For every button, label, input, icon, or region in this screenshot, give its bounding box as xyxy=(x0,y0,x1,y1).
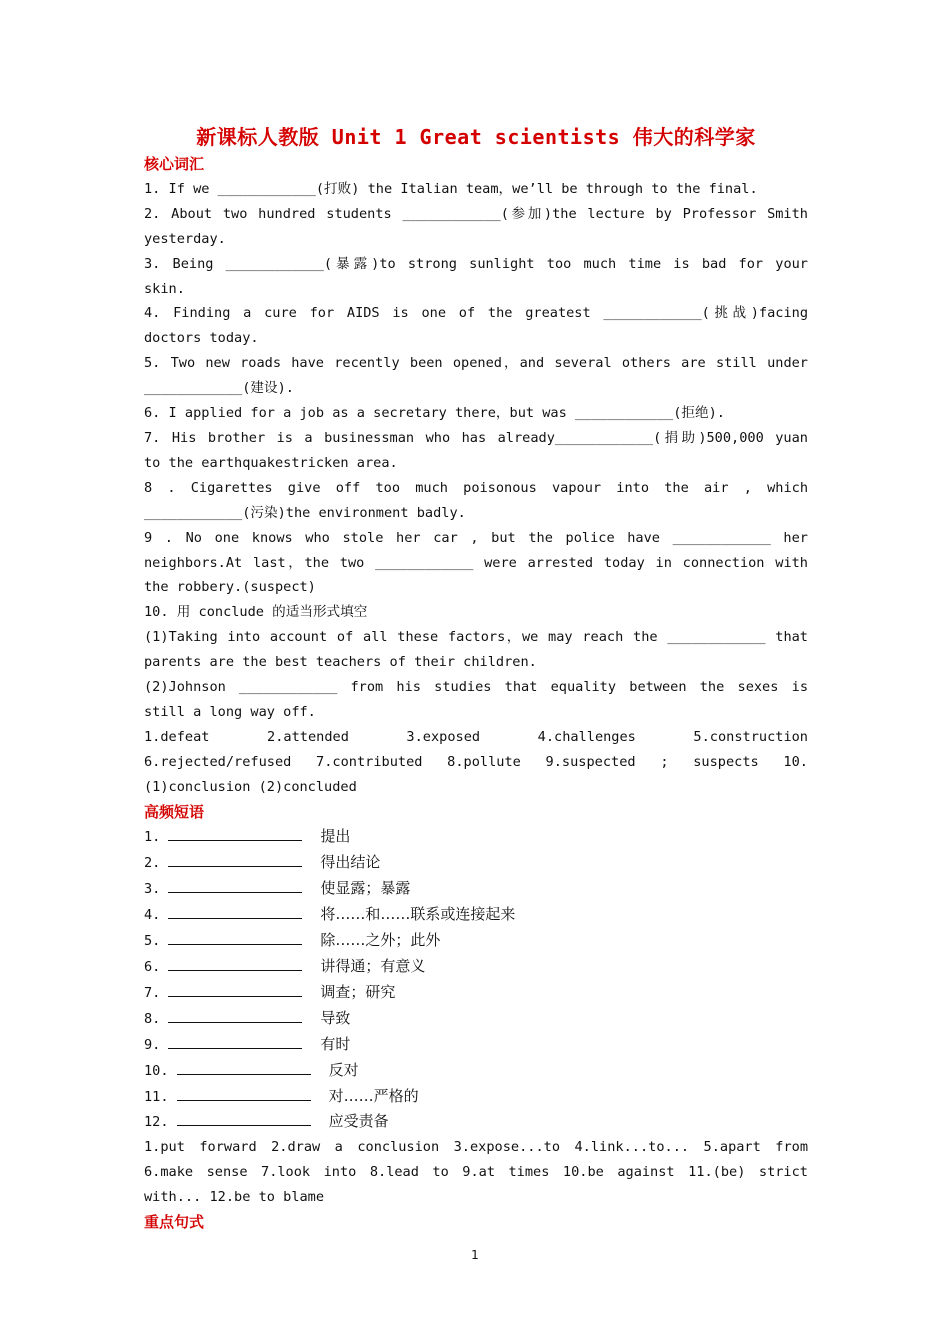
phrase-answer-blank[interactable] xyxy=(177,1111,311,1126)
phrase-number: 8. xyxy=(144,1010,161,1027)
vocab-line: ____________(污染)the environment badly. xyxy=(144,504,466,521)
phrase-item xyxy=(144,954,808,980)
section-heading-phrases: 高频短语 xyxy=(144,802,205,821)
vocab-line: 6. I applied for a job as a secretary there，but was ____________(拒绝). xyxy=(144,405,725,422)
phrase-item xyxy=(144,1109,808,1135)
phrase-answer-blank[interactable] xyxy=(168,826,302,841)
phrase-answer-line: 1.put forward 2.draw a conclusion 3.expose...to 4.link...to... 5.apart from xyxy=(144,1139,808,1156)
vocab-line: 9 . No one knows who stole her car , but the police have ____________ her xyxy=(144,529,808,546)
vocab-line: skin. xyxy=(144,280,185,297)
phrase-number: 1. xyxy=(144,829,161,846)
phrase-answer-blank[interactable] xyxy=(168,878,302,893)
vocab-line: 1.defeat 2.attended 3.exposed 4.challenges 5.construction xyxy=(144,728,808,745)
vocab-line: 4. Finding a cure for AIDS is one of the greatest ____________(挑战)facing xyxy=(144,305,808,322)
section-heading-vocab: 核心词汇 xyxy=(144,155,205,173)
phrase-item xyxy=(144,850,808,876)
phrase-number: 7. xyxy=(144,984,161,1001)
phrase-item xyxy=(144,1058,808,1084)
phrase-answer-blank[interactable] xyxy=(168,852,302,867)
phrase-answer-blank[interactable] xyxy=(168,956,302,971)
vocab-line: the robbery.(suspect) xyxy=(144,579,316,596)
phrase-meaning: 对……严格的 xyxy=(328,1086,419,1105)
vocab-line: 2. About two hundred students ____________(参加)the lecture by Professor Smith xyxy=(144,205,808,222)
phrase-answer-blank[interactable] xyxy=(168,1008,302,1023)
phrase-number: 11. xyxy=(144,1088,169,1105)
phrase-answer-blank[interactable] xyxy=(168,982,302,997)
vocab-line: 10. 用 conclude 的适当形式填空 xyxy=(144,604,368,621)
phrase-number: 3. xyxy=(144,881,161,898)
phrase-item xyxy=(144,980,808,1006)
page-number: 1 xyxy=(471,1248,479,1262)
vocab-line: yesterday. xyxy=(144,230,226,247)
vocab-line: neighbors.At last，the two ____________ were arrested today in connection with xyxy=(144,554,808,571)
phrase-meaning: 讲得通；有意义 xyxy=(320,957,426,975)
phrase-meaning: 有时 xyxy=(320,1034,351,1053)
phrase-meaning: 将……和……联系或连接起来 xyxy=(320,905,516,924)
document-page xyxy=(144,122,808,1235)
phrase-answer-blank[interactable] xyxy=(168,930,302,945)
vocab-line: (1)conclusion (2)concluded xyxy=(144,778,357,795)
phrase-item xyxy=(144,902,808,928)
phrase-item xyxy=(144,824,808,850)
vocab-line: still a long way off. xyxy=(144,703,316,720)
phrase-number: 4. xyxy=(144,907,161,924)
phrase-answer-blank[interactable] xyxy=(168,904,302,919)
phrase-item xyxy=(144,1032,808,1058)
phrase-item xyxy=(144,928,808,954)
phrase-meaning: 提出 xyxy=(320,827,351,846)
phrase-item xyxy=(144,876,808,902)
vocab-line: to the earthquakestricken area. xyxy=(144,454,398,471)
phrase-item xyxy=(144,1006,808,1032)
phrase-answer-key xyxy=(144,1135,808,1210)
phrase-meaning: 得出结论 xyxy=(320,853,381,872)
phrase-meaning: 应受责备 xyxy=(328,1112,389,1131)
vocab-line: 3. Being ____________(暴露)to strong sunlight too much time is bad for your xyxy=(144,255,808,272)
phrase-number: 6. xyxy=(144,959,161,975)
vocab-line: 8 . Cigarettes give off too much poisonous vapour into the air , which xyxy=(144,479,808,496)
vocab-line: parents are the best teachers of their children. xyxy=(144,654,537,671)
phrase-number: 9. xyxy=(144,1036,161,1053)
phrase-number: 12. xyxy=(144,1114,169,1131)
phrase-answer-line: 6.make sense 7.look into 8.lead to 9.at times 10.be against 11.(be) strict xyxy=(144,1164,808,1181)
phrase-number: 10. xyxy=(144,1062,169,1079)
vocab-line: doctors today. xyxy=(144,330,259,347)
phrase-meaning: 调查；研究 xyxy=(320,982,396,1001)
phrase-meaning: 反对 xyxy=(328,1060,359,1079)
phrase-answer-blank[interactable] xyxy=(177,1086,311,1101)
vocab-line: 5. Two new roads have recently been opened，and several others are still under xyxy=(144,355,808,372)
phrase-meaning: 导致 xyxy=(320,1008,351,1027)
section-heading-sentences: 重点句式 xyxy=(144,1213,205,1232)
vocab-exercise-list xyxy=(144,177,808,800)
phrase-answer-blank[interactable] xyxy=(168,1034,302,1049)
phrase-exercise-list xyxy=(144,824,808,1135)
phrase-meaning: 使显露；暴露 xyxy=(320,879,411,898)
vocab-line: (2)Johnson ____________ from his studies that equality between the sexes is xyxy=(144,679,808,696)
phrase-answer-line: with... 12.be to blame xyxy=(144,1189,325,1206)
phrase-meaning: 除……之外；此外 xyxy=(320,931,441,950)
vocab-line: (1)Taking into account of all these factors，we may reach the ____________ that xyxy=(144,629,808,646)
document-title: 新课标人教版 Unit 1 Great scientists 伟大的科学家 xyxy=(196,125,756,149)
vocab-line: 7. His brother is a businessman who has already____________(捐助)500,000 yuan xyxy=(144,429,808,446)
vocab-line: ____________(建设). xyxy=(144,380,294,397)
phrase-number: 2. xyxy=(144,855,161,872)
phrase-item xyxy=(144,1084,808,1110)
phrase-answer-blank[interactable] xyxy=(177,1060,311,1075)
vocab-line: 6.rejected/refused 7.contributed 8.pollute 9.suspected ; suspects 10. xyxy=(144,753,808,770)
vocab-line: 1. If we ____________(打败) the Italian team，we’ll be through to the final. xyxy=(144,180,758,197)
phrase-number: 5. xyxy=(144,933,161,950)
